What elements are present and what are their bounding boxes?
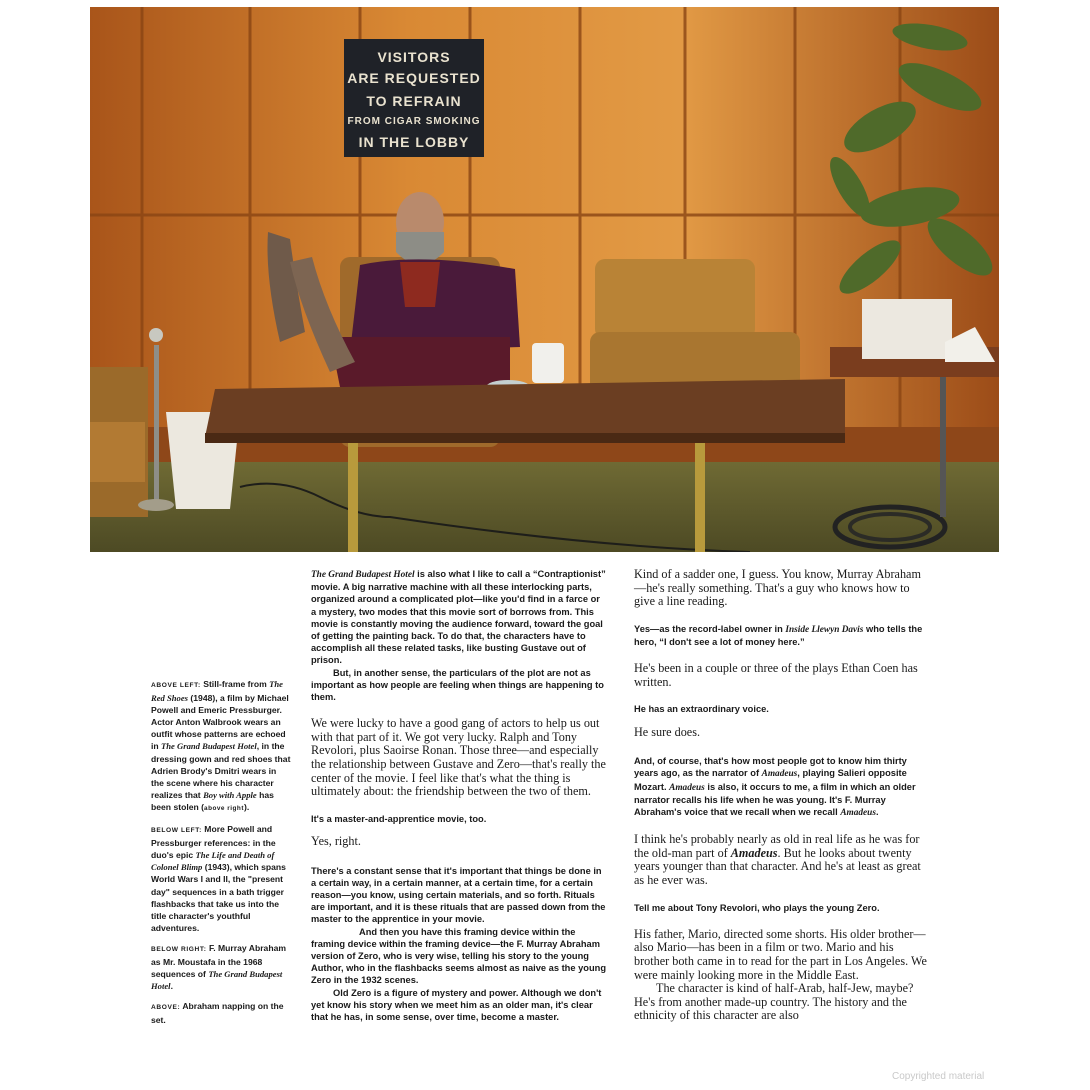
answer: I think he's probably nearly as old in real life as he was for the old-man part of Amadeus. But he looks about twenty years younger than that character. And he's at least as great as he ever was. — [634, 832, 921, 887]
answer-continued: The character is kind of half-Arab, half-Jew, maybe? He's from another made-up country. The history and the ethnicity of this character are also — [634, 981, 914, 1023]
answer: Kind of a sadder one, I guess. You know, Murray Abraham—he's really something. That's a guy who knows how to give a line reading. — [634, 567, 921, 609]
caption-above-left: ABOVE LEFT: Still-frame from The Red Shoes (1948), a film by Michael Powell and Emeric Pressburger. Actor Anton Walbrook wears an outfit whose patterns are echoed in The Grand Budapest Hotel, in the dressing gown and red shoes that Adrien Brody's Dmitri wears in the scene where his character realizes that Boy with Apple has been stolen (above right). — [151, 679, 291, 812]
answer: He's been in a couple or three of the plays Ethan Coen has written. — [634, 661, 918, 689]
caption-above: ABOVE: Abraham napping on the set. — [151, 1001, 284, 1026]
photo-captions — [151, 678, 291, 1034]
copyright-watermark: Copyrighted material — [892, 1071, 985, 1082]
interview-column-right — [634, 568, 930, 1023]
hero-photo — [90, 7, 999, 552]
sign-line: FROM CIGAR SMOKING — [347, 116, 481, 127]
question-continued: And then you have this framing device within the framing device within the framing device—the F. Murray Abraham version of Zero, who is very wise, telling his story to the young Author, who in the flashbacks seems almost as naive as the young Zero in the 1932 scenes. — [311, 926, 607, 986]
question: The Grand Budapest Hotel is also what I like to call a “Contraptionist” movie. A big narrative machine with all these interlocking parts, organized around a complicated plot—like you'd find in a farce or a mystery, two modes that this movie sort of borrows from. This movie is constantly moving the audience forward, toward the goal of getting the painting back. To do that, the characters have to accomplish all these related tasks, like busting Gustave out of prison. — [311, 569, 606, 666]
question: He has an extraordinary voice. — [634, 704, 769, 715]
answer: We were lucky to have a good gang of actors to help us out with that part of it. We got very lucky. Ralph and Tony Revolori, plus Saoirse Ronan. Those three—and especially the relationship between Gustave and Zero—that's really the center of the movie. I feel like that's what the thing is ultimately about: the friendship between the two of them. — [311, 716, 606, 799]
sign-line: ARE REQUESTED — [347, 70, 481, 86]
question: There's a constant sense that it's important that things be done in a certain way, in a certain manner, at a certain time, for a certain reason—you know, using certain materials, and so forth. Rituals are important, and it is these rituals that are passed down from the master to the apprentice in your movie. — [311, 865, 606, 925]
question: Yes—as the record-label owner in Inside Llewyn Davis who tells the hero, “I don't see a lot of money here.” — [634, 623, 923, 647]
question: And, of course, that's how most people got to know him thirty years ago, as the narrator of Amadeus, playing Salieri opposite Mozart. Amadeus is also, it occurs to me, a film in which an older narrator recalls his life when he was young. It's F. Murray Abraham's voice that we recall when we recall Amadeus. — [634, 756, 916, 818]
sign-line: VISITORS — [377, 49, 451, 65]
answer: Yes, right. — [311, 834, 361, 848]
caption-below-right: BELOW RIGHT: F. Murray Abraham as Mr. Moustafa in the 1968 sequences of The Grand Budapest Hotel. — [151, 942, 286, 992]
question-continued: But, in another sense, the particulars of the plot are not as important as how people are feeling when things are happening to them. — [311, 667, 604, 703]
question-continued: Old Zero is a figure of mystery and power. Although we don't yet know his story when we meet him as an older man, it's clear that he has, in some sense, over time, become a master. — [311, 987, 602, 1023]
sign-line: IN THE LOBBY — [358, 134, 470, 150]
lobby-scene-illustration — [90, 7, 999, 552]
interview-column-middle — [311, 568, 607, 1023]
question: It's a master-and-apprentice movie, too. — [311, 813, 487, 824]
question: Tell me about Tony Revolori, who plays the young Zero. — [634, 902, 880, 913]
caption-below-left: BELOW LEFT: More Powell and Pressburger references: in the duo's epic The Life and Death of Colonel Blimp (1943), which spans World Wars I and II, the "present day" sequences in a bath trigger flashbacks that take us into the title character's youthful adventures. — [151, 824, 286, 933]
sign-line: TO REFRAIN — [366, 93, 462, 109]
answer: He sure does. — [634, 724, 700, 739]
answer: His father, Mario, directed some shorts. His older brother—also Mario—has been in a film or two. Mario and his brother both came in to read for the part in Los Angeles. We were mainly looking more in the Middle East. — [634, 926, 927, 982]
